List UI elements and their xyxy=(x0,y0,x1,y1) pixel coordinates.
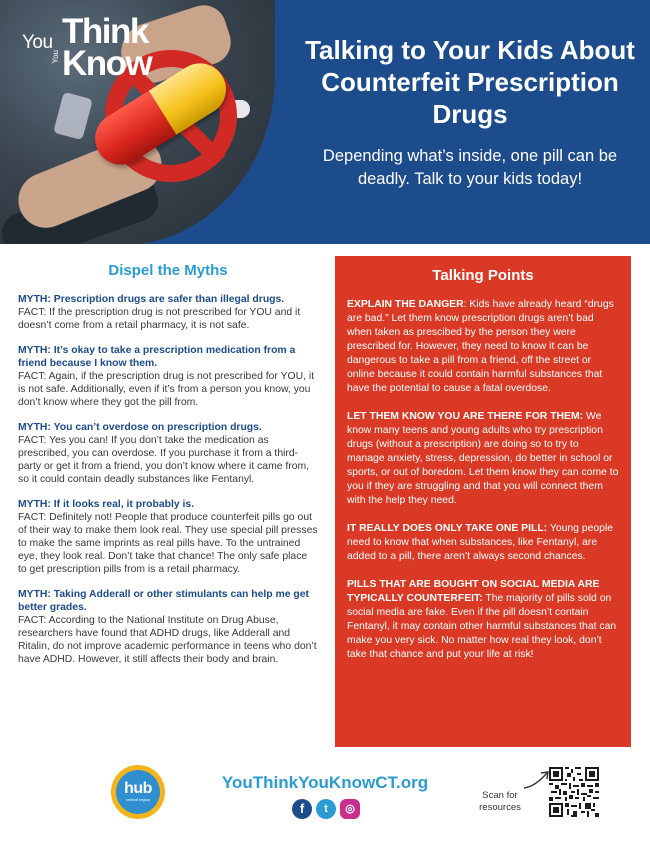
talking-point-body: Young people need to know that when substances, like Fentanyl, are added to a pill, there aren’t always second chances. xyxy=(347,523,614,562)
myth-item xyxy=(18,588,318,666)
talking-point xyxy=(347,410,619,508)
talking-point-separator: : xyxy=(463,299,470,310)
talking-point-body: The majority of pills sold on social media are fake. Even if the pill doesn’t contain Fentanyl, it may contain other harmful substances that can make you very sick. No matter how real they look, don’t take that chance and put your life at risk! xyxy=(347,593,617,660)
talking-point-body: Kids have already heard “drugs are bad.” Let them know prescription drugs aren’t bad when taken as prescibed by the person they were prescribed for. However, they need to know it can be dangerous to take a pill from a friend, off the street or online because it could contain harmful substances that have the potential to cause a fatal overdose. xyxy=(347,299,614,394)
arrow-icon xyxy=(522,769,552,791)
talking-point-title: LET THEM KNOW YOU ARE THERE FOR THEM: xyxy=(347,411,584,422)
myth-item xyxy=(18,421,318,486)
qr-code[interactable] xyxy=(549,767,599,817)
logo-you: You xyxy=(22,32,53,53)
logo-know: Know xyxy=(62,44,152,83)
talking-point-title: PILLS THAT ARE BOUGHT ON SOCIAL MEDIA ARE TYPICALLY COUNTERFEIT: xyxy=(347,579,600,604)
myth-fact: FACT: Definitely not! People that produce counterfeit pills go out of their way to make them look real. They use special pill presses to make the same imprints as real pills have. To the untrained eye, they look real. Don’t take that chance! The only safe place to get prescription pills from is a retail pharmacy. xyxy=(18,512,318,575)
myths-section xyxy=(18,262,318,678)
myth-question: MYTH: Taking Adderall or other stimulants can help me get better grades. xyxy=(18,589,309,613)
hub-logo-word: hub xyxy=(124,780,152,797)
page-title: Talking to Your Kids About Counterfeit Prescription Drugs xyxy=(305,35,635,129)
myth-fact: FACT: If the prescription drug is not prescribed for YOU and it doesn’t come from a retail pharmacy, it is not safe. xyxy=(18,307,301,331)
myth-item xyxy=(18,344,318,409)
scan-for-resources-label: Scan for resources xyxy=(479,790,521,813)
page-subtitle: Depending what’s inside, one pill can be deadly. Talk to your kids today! xyxy=(322,147,618,188)
talking-point-title: EXPLAIN THE DANGER xyxy=(347,299,464,310)
website-link[interactable]: YouThinkYouKnowCT.org xyxy=(221,773,429,792)
instagram-icon[interactable]: ◎ xyxy=(340,799,360,819)
hub-logo xyxy=(111,765,165,819)
facebook-icon[interactable]: f xyxy=(292,799,312,819)
talking-point xyxy=(347,522,619,564)
talking-point-body: We know many teens and young adults who try prescription drugs (without a prescription) are doing so to try to manage anxiety, stress, depression, do better in school or sports, or out of boredom. Let them know they can come to you if they are struggling and that you will connect them with the help they need. xyxy=(347,411,619,506)
myth-question: MYTH: If it looks real, it probably is. xyxy=(18,499,195,510)
myths-heading: Dispel the Myths xyxy=(108,262,228,279)
talking-point-title: IT REALLY DOES ONLY TAKE ONE PILL: xyxy=(347,523,548,534)
talking-points-heading: Talking Points xyxy=(432,267,534,284)
myth-item xyxy=(18,498,318,576)
twitter-icon[interactable]: t xyxy=(316,799,336,819)
myth-question: MYTH: It’s okay to take a prescription medication from a friend because I know them. xyxy=(18,345,296,369)
header-banner xyxy=(0,0,650,244)
talking-point xyxy=(347,578,619,662)
myth-fact: FACT: According to the National Institute on Drug Abuse, researchers have found that ADHD drugs, like Adderall and Ritalin, do not improve academic performance in teens who don’t have ADHD. However, it still affects their body and brain. xyxy=(18,615,317,665)
talking-point xyxy=(347,298,619,396)
myth-item xyxy=(18,293,318,332)
logo-think: Think xyxy=(62,12,148,51)
myth-question: MYTH: Prescription drugs are safer than illegal drugs. xyxy=(18,294,285,305)
myth-question: MYTH: You can’t overdose on prescription drugs. xyxy=(18,422,262,433)
myth-fact: FACT: Yes you can! If you don’t take the medication as prescribed, you can overdose. If you purchase it from a third-party or get it from a friend, you don’t know where it came from, so it could contain deadly substances like Fentanyl. xyxy=(18,435,310,485)
myth-fact: FACT: Again, if the prescription drug is not prescribed for YOU, it is not safe. Additionally, even if it’s from a person you know, you don’t know where they got the pill from. xyxy=(18,371,315,408)
logo-you-small: You xyxy=(51,50,60,64)
talking-points-panel xyxy=(335,256,631,747)
hub-logo-tagline: central region xyxy=(125,797,151,802)
